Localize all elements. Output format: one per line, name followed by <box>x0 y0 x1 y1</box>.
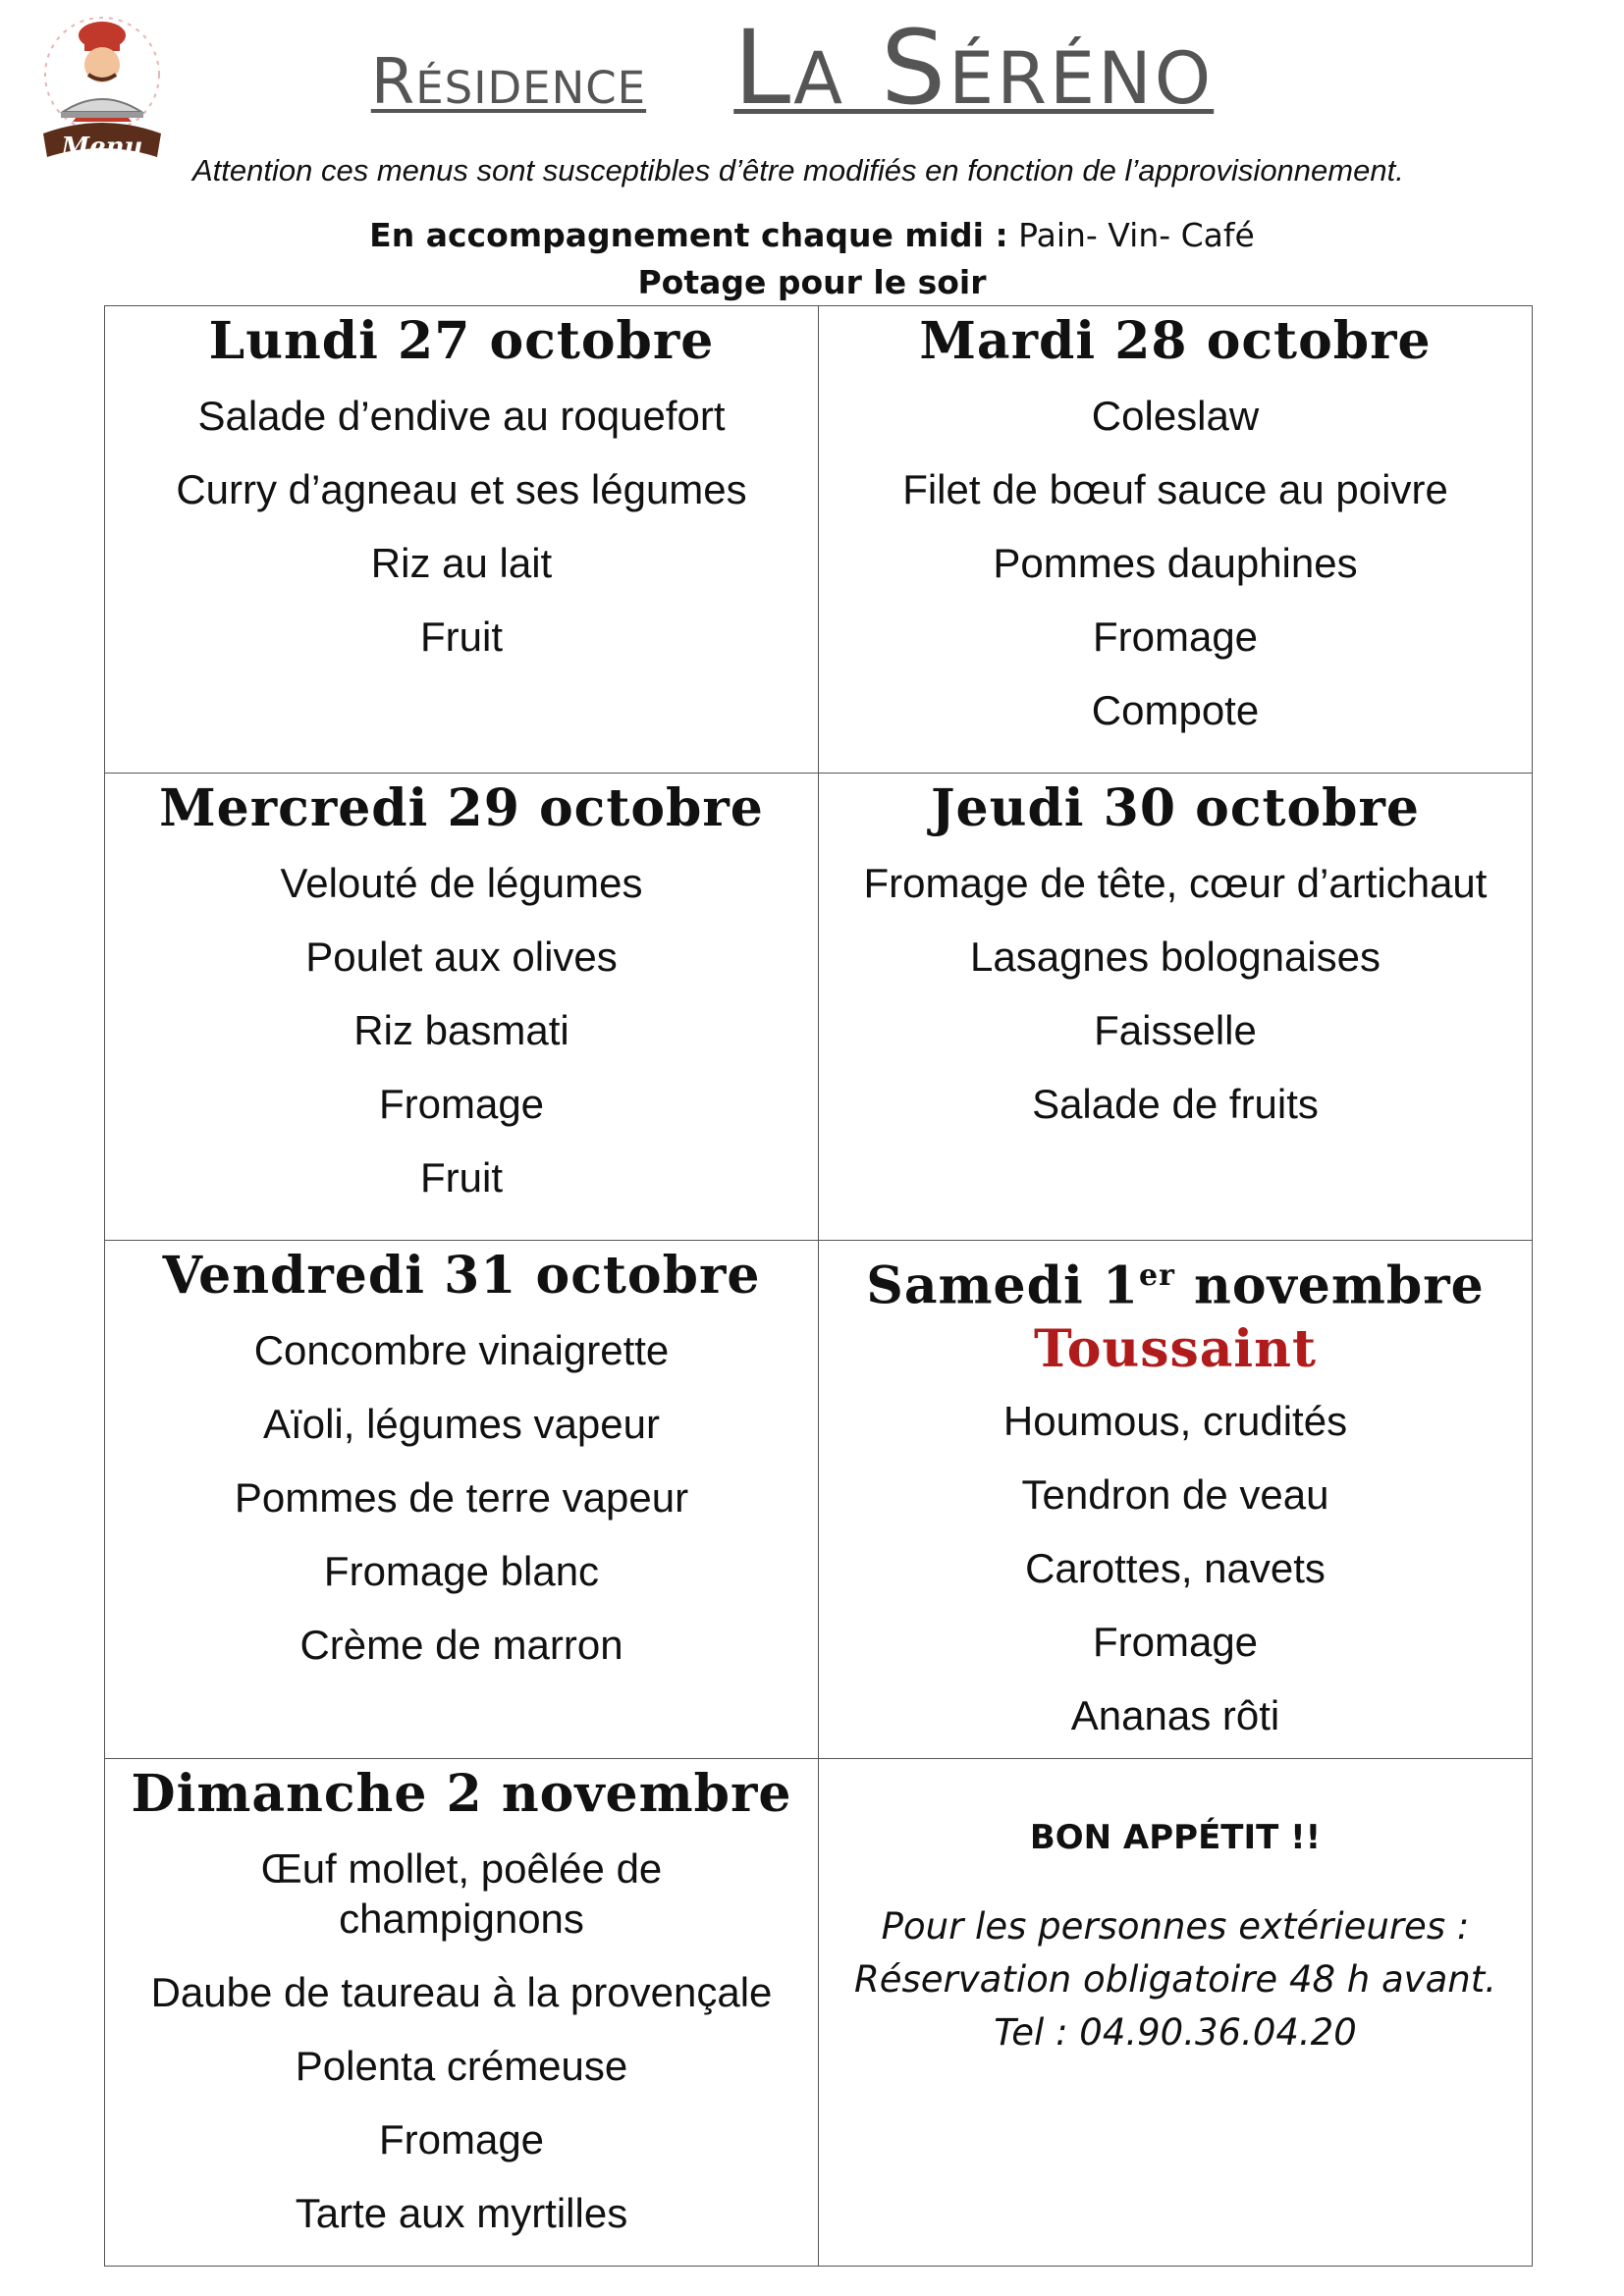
day-cell-monday <box>105 306 819 774</box>
menu-item: Filet de bœuf sauce au poivre <box>902 466 1448 512</box>
menu-item: Lasagnes bolognaises <box>970 934 1380 980</box>
menu-item: Aïoli, légumes vapeur <box>263 1401 660 1447</box>
menu-item: Ananas rôti <box>1070 1692 1280 1739</box>
info-cell <box>819 1759 1533 2267</box>
phone-number: Tel : 04.90.36.04.20 <box>994 2011 1357 2054</box>
bon-appetit: BON APPÉTIT !! <box>1029 1818 1322 1857</box>
accompaniment-label: En accompagnement chaque midi : <box>369 216 1008 254</box>
day-title: Vendredi 31 octobre <box>162 1246 761 1306</box>
menu-item: Poulet aux olives <box>305 934 618 980</box>
menu-item: Carottes, navets <box>1025 1545 1326 1592</box>
menu-item: Fromage <box>1092 1619 1259 1666</box>
day-cell-sunday <box>105 1759 819 2267</box>
menu-item: Fruit <box>420 614 503 660</box>
title-residence: Résidence <box>370 46 647 119</box>
evening-soup-note: Potage pour le soir <box>637 263 987 301</box>
menu-item: Tarte aux myrtilles <box>295 2190 628 2236</box>
menu-item: Fromage <box>378 2116 545 2163</box>
menu-item: Pommes de terre vapeur <box>234 1474 689 1521</box>
reservation-note: Réservation obligatoire 48 h avant. <box>854 1958 1496 2001</box>
logo-text: Menu <box>61 133 143 162</box>
menu-item: Velouté de légumes <box>280 860 643 906</box>
menu-item: Faisselle <box>1094 1007 1257 1053</box>
day-cell-wednesday <box>105 774 819 1241</box>
menu-item: Fromage blanc <box>323 1548 600 1594</box>
day-cell-saturday <box>819 1241 1533 1759</box>
menu-item: Fruit <box>420 1154 503 1201</box>
page-title <box>0 8 1624 128</box>
menu-item: Compote <box>1091 687 1260 733</box>
accompaniment-line <box>0 216 1624 254</box>
day-title: Lundi 27 octobre <box>208 311 715 371</box>
holiday-label: Toussaint <box>1033 1319 1318 1380</box>
menu-item: Houmous, crudités <box>1002 1398 1348 1445</box>
menu-item: Polenta crémeuse <box>295 2043 628 2089</box>
day-title: Mercredi 29 octobre <box>159 778 764 838</box>
menu-item: Salade d’endive au roquefort <box>197 393 726 439</box>
menu-item: Riz basmati <box>353 1007 569 1053</box>
menu-item: Fromage de tête, cœur d’artichaut <box>863 860 1488 906</box>
external-guests-note: Pour les personnes extérieures : <box>881 1905 1470 1948</box>
menu-item: Œuf mollet, poêlée de champignons <box>260 1845 663 1942</box>
menu-item: Crème de marron <box>299 1622 623 1668</box>
day-cell-friday <box>105 1241 819 1759</box>
menu-item: Concombre vinaigrette <box>253 1327 670 1373</box>
menu-item: Salade de fruits <box>1032 1081 1319 1127</box>
day-title: Samedi 1er novembre <box>866 1255 1485 1316</box>
menu-item: Tendron de veau <box>1021 1471 1329 1519</box>
menu-item: Riz au lait <box>370 540 553 586</box>
supply-warning: Attention ces menus sont susceptibles d’être modifiés en fonction de l’approvisionnement. <box>192 153 1404 187</box>
day-cell-thursday <box>819 774 1533 1241</box>
day-cell-tuesday <box>819 306 1533 774</box>
menu-item: Curry d’agneau et ses légumes <box>176 466 747 512</box>
day-title: Jeudi 30 octobre <box>930 778 1421 838</box>
day-title: Dimanche 2 novembre <box>131 1764 792 1824</box>
menu-item: Fromage <box>378 1081 545 1127</box>
weekly-menu-table <box>104 305 1533 2267</box>
title-residence-name: La Séréno <box>733 8 1215 128</box>
menu-item: Fromage <box>1092 614 1259 660</box>
day-title: Mardi 28 octobre <box>919 311 1432 371</box>
menu-item: Coleslaw <box>1091 393 1260 439</box>
menu-item: Daube de taureau à la provençale <box>150 1969 773 2015</box>
menu-item: Pommes dauphines <box>993 540 1358 586</box>
accompaniment-value: Pain- Vin- Café <box>1007 216 1255 254</box>
